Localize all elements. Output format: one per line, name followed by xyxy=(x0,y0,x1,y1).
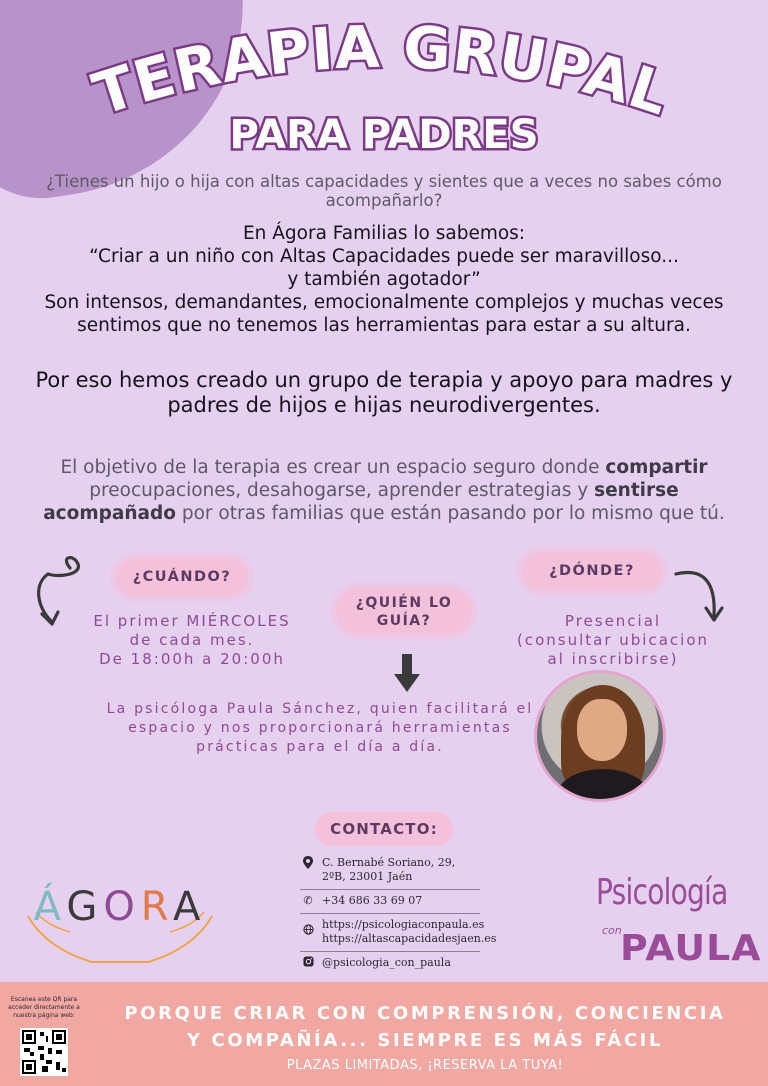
contact-phone xyxy=(300,890,480,914)
objective-part1: El objetivo de la terapia es crear un espacio seguro donde xyxy=(60,457,600,478)
when-pill xyxy=(116,558,248,596)
group-announcement: Por eso hemos creado un grupo de terapia y apoyo para madres y padres de hijos e hijas neurodivergentes. xyxy=(35,368,733,417)
title-graphic xyxy=(0,18,768,178)
where-line3: al inscribirse) xyxy=(547,650,679,668)
objective-bold2: sentirse acompañado xyxy=(43,480,679,524)
footer-slogan xyxy=(90,1000,760,1054)
psico-logo-top: Psicología xyxy=(596,872,728,913)
website-link-2[interactable]: https://altascapacidadesjaen.es xyxy=(322,932,497,945)
who-pill xyxy=(336,588,472,634)
contact-label: CONTACTO: xyxy=(315,812,453,846)
map-pin-icon xyxy=(300,856,316,872)
contact-instagram xyxy=(300,952,480,975)
who-label-line1: ¿QUIÉN LO xyxy=(355,595,453,611)
where-line2: (consultar ubicacion xyxy=(516,631,709,649)
phone-icon: ✆ xyxy=(303,894,313,907)
objective-bold1: compartir xyxy=(605,457,708,478)
objective-paragraph xyxy=(30,456,738,525)
address-line1: C. Bernabé Soriano, 29, xyxy=(322,856,456,869)
psicologia-con-paula-logo xyxy=(592,872,762,972)
block1-line2: “Criar a un niño con Altas Capacidades puede ser maravilloso... xyxy=(89,246,679,267)
title-line2: PARA PADRES xyxy=(229,112,539,158)
block1-line4: Son intensos, demandantes, emocionalmente complejos y muchas veces sentimos que no tenemos las herramientas para estar a su altura. xyxy=(44,292,724,336)
where-line1: Presencial xyxy=(564,612,662,630)
objective-part2: preocupaciones, desahogarse, aprender estrategias y xyxy=(89,480,589,501)
address-line2: 2ºB, 23001 Jaén xyxy=(322,870,413,883)
who-label-line2: GUÍA? xyxy=(376,613,432,629)
psico-logo-con: con xyxy=(602,924,622,937)
intro-question: ¿Tienes un hijo o hija con altas capacidades y sientes que a veces no sabes cómo acompañarlo? xyxy=(46,172,722,210)
agora-wordmark: ÁGORA xyxy=(33,884,207,930)
when-line2: de cada mes. xyxy=(129,631,255,649)
slogan-line2: Y COMPAÑÍA... SIEMPRE ES MÁS FÁCIL xyxy=(186,1030,664,1051)
arrow-down-icon xyxy=(394,654,420,694)
globe-icon xyxy=(300,918,316,938)
page-title xyxy=(0,18,768,178)
contact-list xyxy=(300,852,497,975)
therapist-photo xyxy=(534,670,666,802)
where-label: ¿DÓNDE? xyxy=(549,563,635,579)
contact-web xyxy=(300,914,497,952)
objective-part3: por otras familias que están pasando por lo mismo que tú. xyxy=(181,503,725,524)
contact-address xyxy=(300,852,480,890)
when-info xyxy=(62,612,322,669)
instagram-icon xyxy=(300,956,316,970)
block1-line3: y también agotador” xyxy=(287,269,481,290)
psico-logo-paula: PAULA xyxy=(620,928,762,969)
where-pill xyxy=(522,552,662,590)
slogan-line1: PORQUE CRIAR CON COMPRENSIÓN, CONCIENCIA xyxy=(124,1003,726,1024)
when-line3: De 18:00h a 20:00h xyxy=(99,650,285,668)
limited-places-note: PLAZAS LIMITADAS, ¡RESERVA LA TUYA! xyxy=(286,1058,564,1073)
qr-code[interactable] xyxy=(20,1028,68,1076)
where-info xyxy=(478,612,748,669)
instagram-handle[interactable]: @psicologia_con_paula xyxy=(322,956,451,969)
qr-caption: Escanea este QR para acceder directamente a nuestra página web: xyxy=(8,996,80,1019)
block1-line1: En Ágora Familias lo sabemos: xyxy=(242,223,526,244)
when-label: ¿CUÁNDO? xyxy=(132,569,232,585)
guide-description: La psicóloga Paula Sánchez, quien facilitará el espacio y nos proporcionará herramientas prácticas para el día a día. xyxy=(106,701,534,755)
website-link-1[interactable]: https://psicologiaconpaula.es xyxy=(322,918,485,931)
phone-number[interactable]: +34 686 33 69 07 xyxy=(322,894,423,907)
when-line1: El primer MIÉRCOLES xyxy=(93,612,291,630)
agora-logo xyxy=(22,872,218,972)
intro-block xyxy=(30,222,738,337)
title-line1: TERAPIA GRUPAL xyxy=(85,18,679,129)
footer-banner xyxy=(0,982,768,1086)
